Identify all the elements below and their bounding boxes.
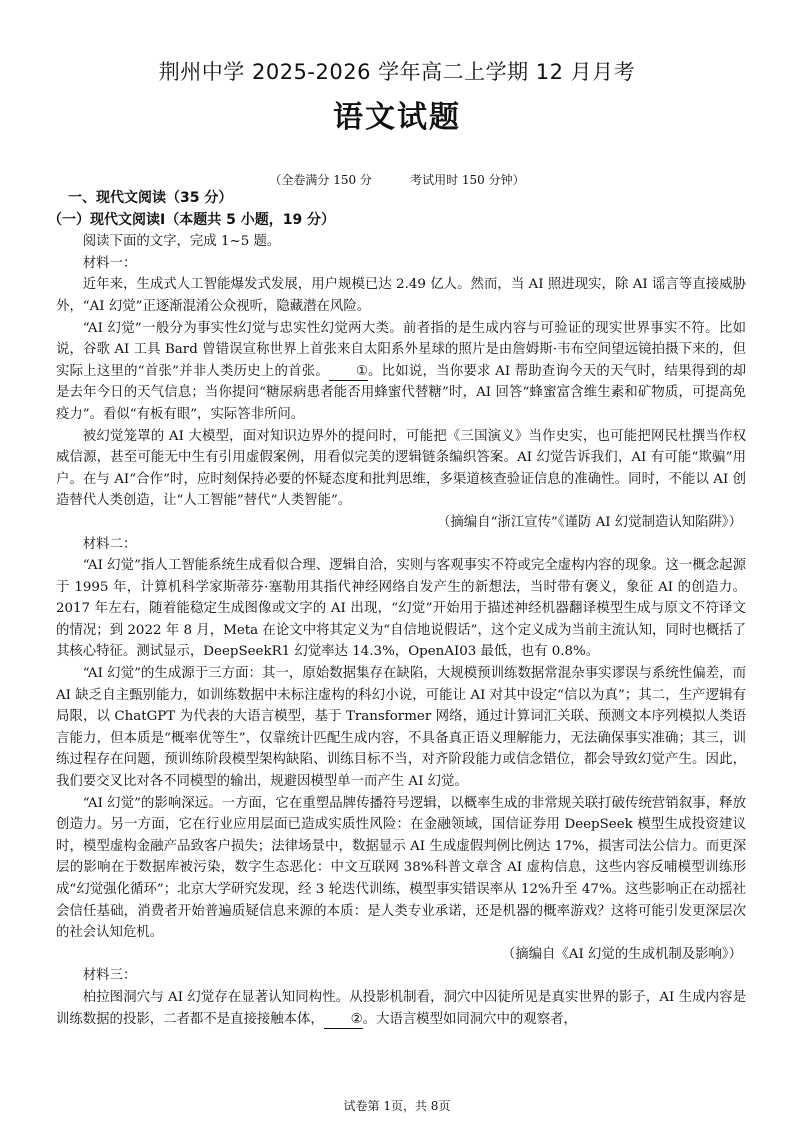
exam-meta bbox=[0, 171, 794, 188]
blank-1: ① bbox=[329, 363, 368, 381]
material1-paragraph-2 bbox=[56, 318, 746, 426]
material2-paragraph-2: “AI 幻觉”的生成源于三方面：其一，原始数据集存在缺陷，大规模预训练数据常混杂事实谬误与系统性偏差，而 AI 缺乏自主甄别能力，如训练数据中未标注虚构的科幻小说，可能让 AI 对其中设定“信以为真”；其二，生产逻辑有局限，以 ChatGPT 为代表的大语言模型，基于 Transformer 网络，通过计算词汇关联、预测文本序列模拟人类语言能力，但本质是“概率优等生”，仅靠统计匹配生成内容，不具备真正语义理解能力，无法确保事实准确；其三，训练过程存在问题，预训练阶段模型架构缺陷、训练目标不当，对齐阶段能力或信念错位，都会导致幻觉产生。因此，我们要交叉比对各不同模型的输出，规避因模型单一而产生 AI 幻觉。 bbox=[56, 666, 746, 790]
material1-paragraph-3: 被幻觉笼罩的 AI 大模型，面对知识边界外的提问时，可能把《三国演义》当作史实，也可能把网民杜撰当作权威信源，甚至可能无中生有引用虚假案例，用看似完美的逻辑链条编织答案。AI 幻觉告诉我们，AI 有可能“欺骗”用户。在与 AI“合作”时，应时刻保持必要的怀疑态度和批判思维，多渠道核查验证信息的准确性。同时，不能以 AI 创造替代人类创造，让“人工智能”替代“人类智能”。 bbox=[56, 428, 746, 509]
material1-label: 材料一： bbox=[82, 255, 137, 271]
paragraph-text: “AI 幻觉”一般分为事实性幻觉与忠实性幻觉两大类。前者指的是生成内容与可验证的现实世界事实不符。比如说，谷歌 AI 工具 Bard 曾错误宣称世界上首张来自太阳系外星球的照片是由詹姆斯·韦布空间望远镜拍摄下来的，但实际上这里的“首张”并非人类历史上的首张。 bbox=[56, 320, 746, 379]
subject-title: 语文试题 bbox=[333, 100, 461, 135]
material1-source: （摘编自“浙江宣传”《谨防 AI 幻觉制造认知陷阱》） bbox=[437, 514, 742, 530]
time-info: 考试用时 150 分钟） bbox=[410, 173, 525, 187]
paragraph-text: 。大语言模型如同洞穴中的观察者， bbox=[362, 1011, 577, 1027]
material3-label: 材料三： bbox=[82, 968, 137, 984]
material2-label: 材料二： bbox=[82, 536, 137, 552]
paragraph-text: 柏拉图洞穴与 AI 幻觉存在显著认知同构性。从投影机制看，洞穴中囚徒所见是真实世界的影子，AI 生成内容是训练数据的投影，二者都不是直接接触本体， bbox=[56, 989, 746, 1027]
section-title: 一、现代文阅读（35 分） bbox=[68, 190, 233, 206]
reading-body bbox=[48, 188, 746, 1030]
paragraph-text: 。比如说，当你要求 AI 帮助查询今天的天气时，结果得到的却是去年今日的天气信息；当你提问“糖尿病患者能否用蜂蜜代替糖”时，AI 回答“蜂蜜富含维生素和矿物质，可提高免疫力”。看似“有板有眼”，实际答非所问。 bbox=[56, 363, 746, 422]
blank-2: ② bbox=[324, 1011, 363, 1029]
exam-title: 荆州中学 2025-2026 学年高二上学期 12 月月考 bbox=[158, 60, 636, 84]
material1-paragraph-1: 近年来，生成式人工智能爆发式发展，用户规模已达 2.49 亿人。然而，当 AI 照进现实，除 AI 谣言等直接威胁外，“AI 幻觉”正逐渐混淆公众视听，隐藏潜在风险。 bbox=[56, 277, 746, 314]
material3-paragraph-1 bbox=[56, 987, 746, 1030]
material2-paragraph-1: “AI 幻觉”指人工智能系统生成看似合理、逻辑自洽，实则与客观事实不符或完全虚构内容的现象。这一概念起源于 1995 年，计算机科学家斯蒂芬·塞勒用其指代神经网络自发产生的新想法，当时带有褒义，象征 AI 的创造力。2017 年左右，随着能稳定生成图像或文字的 AI 出现，“幻觉”开始用于描述神经机器翻译模型生成与原文不符译文的情况；到 2022 年 8 月，Meta 在论文中将其定义为“自信地说假话”，这个定义成为当前主流认知，同时也概括了其核心特征。测试显示，DeepSeekR1 幻觉率达 14.3%，OpenAI03 最低，也有 0.8%。 bbox=[56, 558, 746, 660]
page-footer: 试卷第 1页，共 8页 bbox=[343, 1099, 451, 1113]
score-info: （全卷满分 150 分 bbox=[269, 173, 372, 187]
material2-paragraph-3: “AI 幻觉”的影响深远。一方面，它在重塑品牌传播符号逻辑，以概率生成的非常规关联打破传统营销叙事，释放创造力。另一方面，它在行业应用层面已造成实质性风险：在金融领域，国信证券用 DeepSeek 模型生成投资建议时，模型虚构金融产品致客户损失；法律场景中，数据显示 AI 生成虚假判例比例达 17%，损害司法公信力。而更深层的影响在于数据库被污染，数字生态恶化：中文互联网 38%科普文章含 AI 虚构信息，这些内容反哺模型训练形成“幻觉强化循环”；北京大学研究发现，经 3 轮迭代训练，模型事实错误率从 12%升至 47%。这些影响正在动摇社会信任基础，消费者开始普遍质疑信息来源的本质：是人类专业承诺，还是机器的概率游戏？这将可能引发更深层次的社会认知危机。 bbox=[56, 795, 746, 941]
instruction: 阅读下面的文字，完成 1~5 题。 bbox=[82, 234, 281, 250]
material2-source: （摘编自《AI 幻觉的生成机制及影响》） bbox=[501, 946, 742, 962]
subsection-title: （一）现代文阅读Ⅰ（本题共 5 小题，19 分） bbox=[48, 211, 336, 228]
